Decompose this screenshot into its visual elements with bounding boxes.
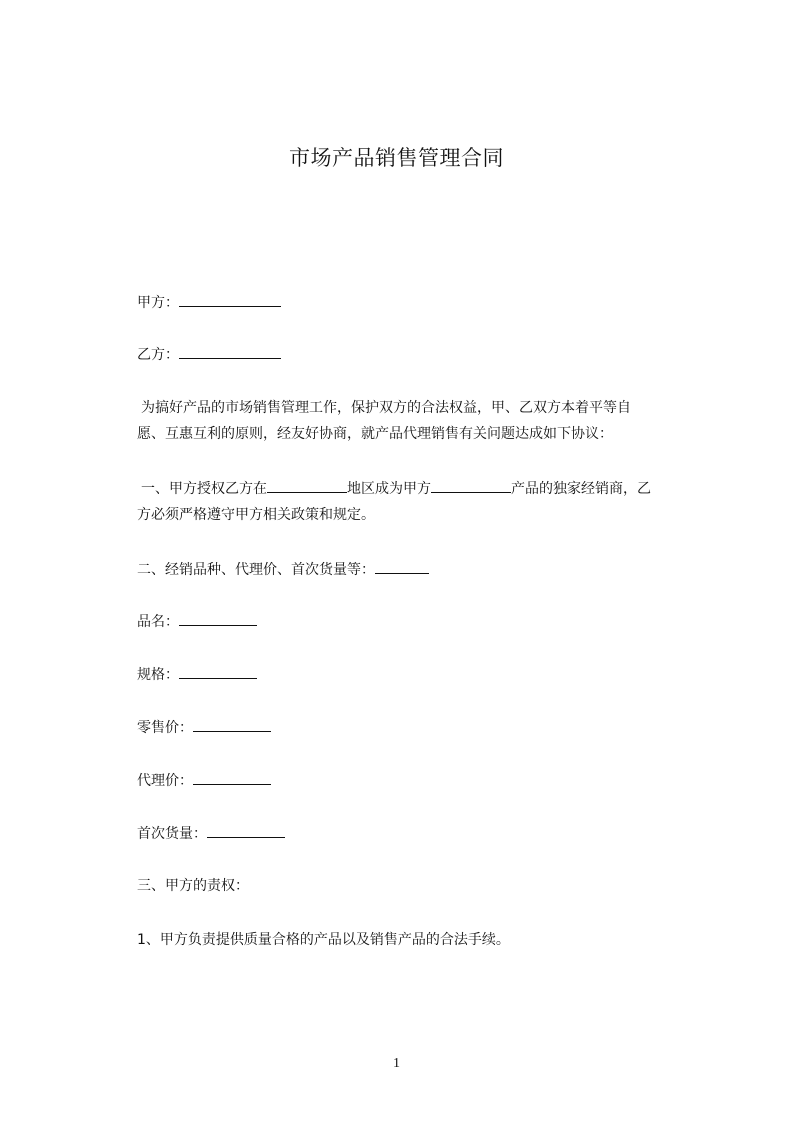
clause-1-part-3: 产品的独家经销商，乙 [511,481,651,497]
clause-3-label: 三、甲方的责权： [137,878,249,894]
first-quantity-blank [207,823,285,838]
clause-1-paragraph [137,476,707,528]
party-a-blank [179,292,281,307]
clause-1-part-2: 地区成为甲方 [347,481,431,497]
preamble-paragraph [137,395,707,447]
clause-2-label: 二、经销品种、代理价、首次货量等： [137,562,375,578]
document-title: 市场产品销售管理合同 [289,146,504,170]
retail-price-line [137,717,271,738]
first-quantity-line [137,823,285,844]
page-number: 1 [393,1056,400,1071]
agent-price-line [137,770,271,791]
spec-label: 规格： [137,667,179,683]
clause-1-part-1: 一、甲方授权乙方在 [141,481,267,497]
product-blank [431,478,511,493]
product-name-blank [179,611,257,626]
retail-price-label: 零售价： [137,720,193,736]
product-name-line [137,611,257,632]
product-name-label: 品名： [137,614,179,630]
preamble-line-1: 为搞好产品的市场销售管理工作，保护双方的合法权益，甲、乙双方本着平等自 [141,400,631,416]
clause-3-item-1 [137,930,510,950]
clause-3-line [137,876,249,896]
party-a-line [137,292,281,313]
clause-2-blank [375,559,429,574]
party-a-label: 甲方： [137,295,179,311]
preamble-line-2: 愿、互惠互利的原则，经友好协商，就产品代理销售有关问题达成如下协议： [137,426,613,442]
agent-price-label: 代理价： [137,773,193,789]
agent-price-blank [193,770,271,785]
clause-2-line [137,559,429,580]
party-b-blank [179,344,281,359]
region-blank [267,478,347,493]
party-b-label: 乙方： [137,347,179,363]
spec-blank [179,664,257,679]
retail-price-blank [193,717,271,732]
clause-1-line-2: 方必须严格遵守甲方相关政策和规定。 [137,507,375,523]
clause-1-line-1 [137,476,707,502]
spec-line [137,664,257,685]
first-quantity-label: 首次货量： [137,826,207,842]
party-b-line [137,344,281,365]
clause-3-item-1-text: 1、甲方负责提供质量合格的产品以及销售产品的合法手续。 [137,932,510,948]
